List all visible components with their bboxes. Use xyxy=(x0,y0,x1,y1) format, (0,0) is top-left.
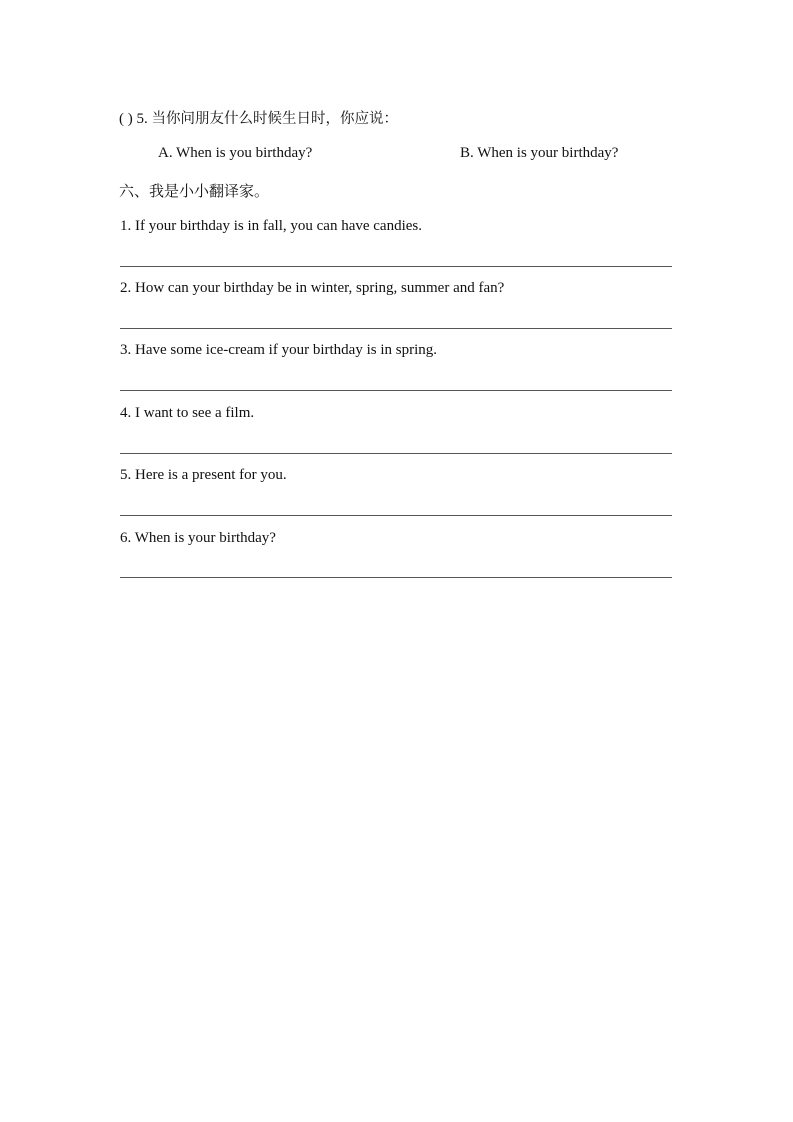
translation-item-3: 3. Have some ice-cream if your birthday is in spring. xyxy=(120,342,437,358)
answer-line-1[interactable] xyxy=(120,266,672,267)
question-prompt: 当你问朋友什么时候生日时，你应说： xyxy=(151,111,398,127)
translation-item-2: 2. How can your birthday be in winter, spring, summer and fan? xyxy=(120,280,505,296)
answer-line-2[interactable] xyxy=(120,328,672,329)
translation-item-6: 6. When is your birthday? xyxy=(120,530,276,546)
answer-line-4[interactable] xyxy=(120,453,672,454)
answer-line-3[interactable] xyxy=(120,390,672,391)
translation-item-5: 5. Here is a present for you. xyxy=(120,467,287,483)
translation-item-1: 1. If your birthday is in fall, you can have candies. xyxy=(120,218,422,234)
question-5 xyxy=(119,107,398,128)
translation-item-4: 4. I want to see a film. xyxy=(120,405,255,421)
option-b: B. When is your birthday? xyxy=(460,145,619,161)
answer-line-6[interactable] xyxy=(120,577,672,578)
answer-line-5[interactable] xyxy=(120,515,672,516)
question-number: 5. xyxy=(136,111,148,127)
section-title: 六、我是小小翻译家。 xyxy=(119,182,270,200)
answer-bracket[interactable]: ( ) xyxy=(119,111,133,127)
option-a: A. When is you birthday? xyxy=(158,145,313,161)
